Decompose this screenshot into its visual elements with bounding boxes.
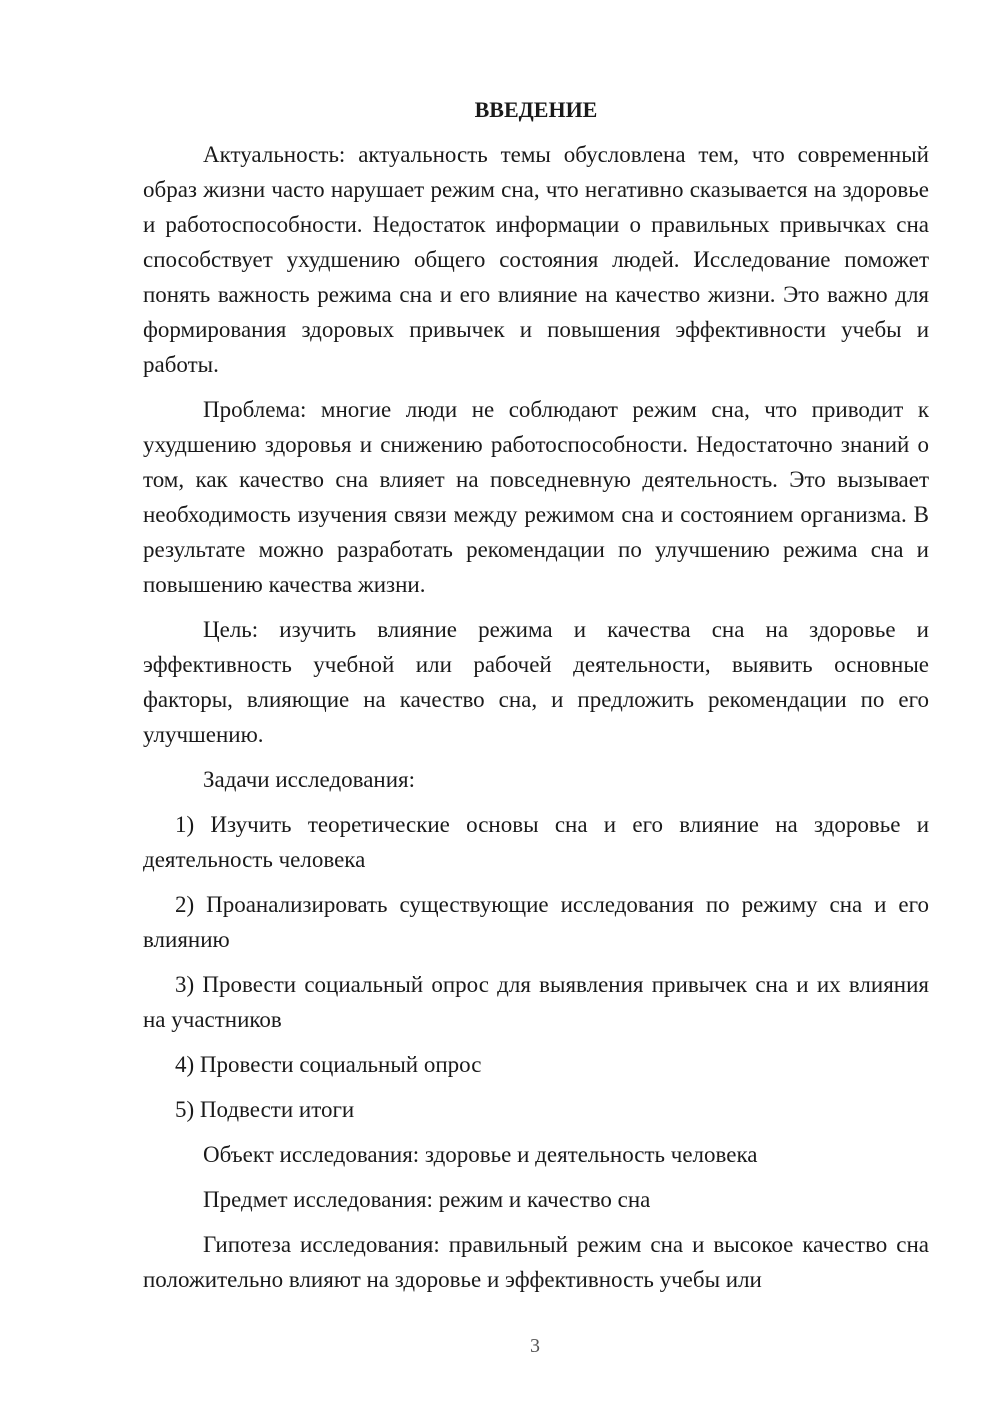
section-title: ВВЕДЕНИЕ [474,97,598,122]
paragraph-problem: Проблема: многие люди не соблюдают режим сна, что приводит к ухудшению здоровья и снижению работоспособности. Недостаточно знаний о том, как качество сна влияет на повседневную деятельность. Это вызывает необходимость изучения связи между режимом сна и состоянием организма. В результате можно разработать рекомендации по улучшению режима сна и повышению качества жизни. [143,397,929,597]
task-item-2: 2) Проанализировать существующие исследования по режиму сна и его влиянию [143,892,929,952]
tasks-heading: Задачи исследования: [203,767,416,792]
research-hypothesis: Гипотеза исследования: правильный режим сна и высокое качество сна положительно влияют на здоровье и эффективность учебы или [143,1232,929,1292]
research-subject: Предмет исследования: режим и качество сна [203,1187,651,1212]
task-item-5: 5) Подвести итоги [175,1097,355,1122]
paragraph-goal: Цель: изучить влияние режима и качества сна на здоровье и эффективность учебной или рабочей деятельности, выявить основные факторы, влияющие на качество сна, и предложить рекомендации по его улучшению. [143,617,929,747]
task-item-4: 4) Провести социальный опрос [175,1052,482,1077]
document-page [143,95,929,1297]
task-item-3: 3) Провести социальный опрос для выявления привычек сна и их влияния на участников [143,972,929,1032]
paragraph-relevance: Актуальность: актуальность темы обусловлена тем, что современный образ жизни часто нарушает режим сна, что негативно сказывается на здоровье и работоспособности. Недостаток информации о правильных привычках сна способствует ухудшению общего состояния людей. Исследование поможет понять важность режима сна и его влияние на качество жизни. Это важно для формирования здоровых привычек и повышения эффективности учебы и работы. [143,142,929,377]
research-object: Объект исследования: здоровье и деятельность человека [203,1142,758,1167]
page-number: 3 [530,1335,540,1357]
task-item-1: 1) Изучить теоретические основы сна и его влияние на здоровье и деятельность человека [143,812,929,872]
